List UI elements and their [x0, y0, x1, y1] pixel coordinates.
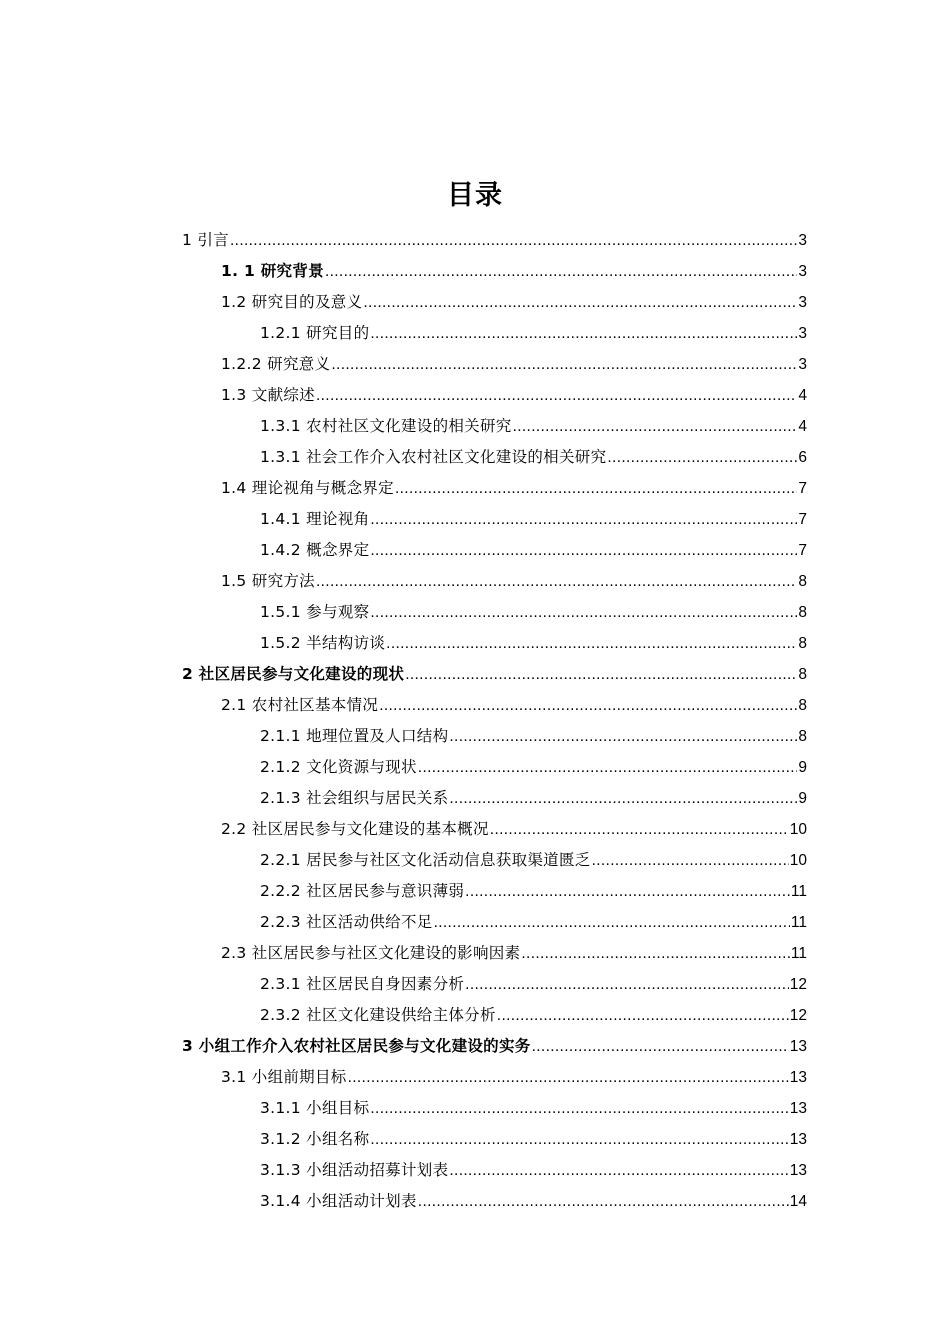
toc-page-number: 13 [789, 1100, 807, 1117]
toc-entry-label: 2.2.3 社区活动供给不足 [260, 913, 433, 931]
toc-page-number: 3 [798, 294, 807, 311]
toc-dot-leader [418, 1186, 789, 1217]
toc-entry[interactable] [182, 566, 807, 597]
toc-dot-leader [348, 1062, 789, 1093]
toc-page-number: 4 [798, 418, 807, 435]
toc-dot-leader [370, 1124, 788, 1155]
toc-entry-label: 1.4.1 理论视角 [260, 510, 370, 528]
toc-page-number: 12 [789, 976, 807, 993]
toc-entry[interactable] [182, 1155, 807, 1186]
toc-page-number: 8 [798, 573, 807, 590]
toc-entry[interactable] [182, 721, 807, 752]
toc-page-number: 11 [790, 883, 807, 900]
toc-page-number: 8 [798, 635, 807, 652]
toc-entry[interactable] [182, 969, 807, 1000]
toc-page-number: 14 [789, 1193, 807, 1210]
toc-entry[interactable] [182, 1186, 807, 1217]
toc-entry[interactable] [182, 1031, 807, 1062]
toc-entry[interactable] [182, 814, 807, 845]
toc-page-number: 13 [789, 1131, 807, 1148]
toc-dot-leader [331, 349, 797, 380]
toc-dot-leader [316, 566, 797, 597]
toc-page-number: 8 [798, 728, 807, 745]
toc-entry[interactable] [182, 349, 807, 380]
toc-entry-label: 2.2.2 社区居民参与意识薄弱 [260, 882, 465, 900]
toc-page-number: 7 [798, 480, 807, 497]
toc-page-number: 11 [790, 945, 807, 962]
toc-list [182, 225, 807, 1217]
toc-page-number: 8 [798, 697, 807, 714]
toc-page-number: 3 [798, 356, 807, 373]
toc-page-number: 13 [789, 1038, 807, 1055]
toc-entry-label: 3.1.3 小组活动招募计划表 [260, 1161, 449, 1179]
toc-page-number: 3 [798, 232, 807, 249]
toc-dot-leader [532, 1031, 789, 1062]
toc-page-number: 11 [790, 914, 807, 931]
toc-page-number: 10 [789, 852, 807, 869]
toc-entry[interactable] [182, 380, 807, 411]
toc-entry[interactable] [182, 1093, 807, 1124]
toc-dot-leader [607, 442, 797, 473]
toc-dot-leader [370, 504, 797, 535]
toc-entry[interactable] [182, 907, 807, 938]
toc-dot-leader [434, 907, 790, 938]
toc-entry-label: 1.3.1 农村社区文化建设的相关研究 [260, 417, 512, 435]
toc-dot-leader [325, 256, 797, 287]
toc-dot-leader [449, 721, 797, 752]
toc-entry[interactable] [182, 690, 807, 721]
toc-entry-label: 2.2.1 居民参与社区文化活动信息获取渠道匮乏 [260, 851, 591, 869]
toc-entry-label: 1.2.1 研究目的 [260, 324, 370, 342]
toc-entry-label: 2.3.2 社区文化建设供给主体分析 [260, 1006, 496, 1024]
toc-page-number: 6 [798, 449, 807, 466]
toc-page-number: 12 [789, 1007, 807, 1024]
toc-entry-label: 1.5.1 参与观察 [260, 603, 370, 621]
toc-dot-leader [370, 318, 797, 349]
toc-page-number: 13 [789, 1162, 807, 1179]
toc-entry[interactable] [182, 752, 807, 783]
toc-entry[interactable] [182, 938, 807, 969]
toc-entry-label: 2.1.2 文化资源与现状 [260, 758, 417, 776]
toc-dot-leader [370, 535, 797, 566]
toc-entry-label: 1.4 理论视角与概念界定 [221, 479, 394, 497]
toc-entry-label: 1.3.1 社会工作介入农村社区文化建设的相关研究 [260, 448, 607, 466]
toc-dot-leader [449, 783, 797, 814]
toc-entry[interactable] [182, 876, 807, 907]
toc-dot-leader [386, 628, 797, 659]
toc-entry[interactable] [182, 597, 807, 628]
toc-entry[interactable] [182, 628, 807, 659]
toc-page-number: 10 [789, 821, 807, 838]
toc-entry[interactable] [182, 256, 807, 287]
toc-entry[interactable] [182, 1000, 807, 1031]
toc-entry[interactable] [182, 535, 807, 566]
toc-entry-label: 3.1.4 小组活动计划表 [260, 1192, 417, 1210]
toc-dot-leader [395, 473, 797, 504]
toc-dot-leader [230, 225, 797, 256]
toc-dot-leader [449, 1155, 788, 1186]
toc-entry-label: 2.1.1 地理位置及人口结构 [260, 727, 449, 745]
toc-page-number: 7 [798, 511, 807, 528]
toc-dot-leader [370, 597, 797, 628]
toc-entry[interactable] [182, 504, 807, 535]
toc-entry[interactable] [182, 783, 807, 814]
toc-entry-label: 1.3 文献综述 [221, 386, 315, 404]
toc-dot-leader [592, 845, 789, 876]
toc-page-number: 9 [798, 759, 807, 776]
toc-entry[interactable] [182, 473, 807, 504]
toc-dot-leader [370, 1093, 788, 1124]
toc-dot-leader [418, 752, 798, 783]
toc-title: 目录 [447, 180, 503, 211]
toc-entry-label: 2.1.3 社会组织与居民关系 [260, 789, 449, 807]
toc-entry[interactable] [182, 287, 807, 318]
toc-entry-label: 1 引言 [182, 231, 229, 249]
toc-page-number: 8 [798, 666, 807, 683]
toc-entry-label: 2.1 农村社区基本情况 [221, 696, 379, 714]
toc-entry-label: 2.3.1 社区居民自身因素分析 [260, 975, 465, 993]
toc-entry-label: 1.2.2 研究意义 [221, 355, 331, 373]
toc-dot-leader [490, 814, 789, 845]
toc-entry-label: 3.1.2 小组名称 [260, 1130, 370, 1148]
toc-entry[interactable] [182, 659, 807, 690]
toc-page-number: 13 [789, 1069, 807, 1086]
toc-entry[interactable] [182, 225, 807, 256]
toc-dot-leader [513, 411, 798, 442]
toc-entry-label: 1.2 研究目的及意义 [221, 293, 363, 311]
toc-entry-label: 3 小组工作介入农村社区居民参与文化建设的实务 [182, 1037, 531, 1055]
toc-entry-label: 1.5.2 半结构访谈 [260, 634, 386, 652]
toc-page-number: 7 [798, 542, 807, 559]
toc-page-number: 8 [798, 604, 807, 621]
toc-entry-label: 1.5 研究方法 [221, 572, 315, 590]
toc-page-number: 9 [798, 790, 807, 807]
toc-entry[interactable] [182, 1124, 807, 1155]
toc-entry[interactable] [182, 411, 807, 442]
toc-page-number: 4 [798, 387, 807, 404]
toc-entry[interactable] [182, 318, 807, 349]
toc-entry-label: 2.2 社区居民参与文化建设的基本概况 [221, 820, 489, 838]
toc-dot-leader [465, 969, 789, 1000]
toc-entry-label: 3.1 小组前期目标 [221, 1068, 347, 1086]
toc-page-number: 3 [798, 263, 807, 280]
toc-dot-leader [521, 938, 790, 969]
toc-dot-leader [379, 690, 797, 721]
toc-dot-leader [405, 659, 797, 690]
toc-dot-leader [497, 1000, 789, 1031]
toc-dot-leader [316, 380, 797, 411]
toc-entry[interactable] [182, 442, 807, 473]
toc-entry-label: 3.1.1 小组目标 [260, 1099, 370, 1117]
toc-entry-label: 2 社区居民参与文化建设的现状 [182, 665, 405, 683]
toc-page-number: 3 [798, 325, 807, 342]
toc-dot-leader [363, 287, 797, 318]
toc-dot-leader [465, 876, 790, 907]
toc-entry-label: 1. 1 研究背景 [221, 262, 324, 280]
toc-entry-label: 1.4.2 概念界定 [260, 541, 370, 559]
toc-entry[interactable] [182, 1062, 807, 1093]
toc-entry-label: 2.3 社区居民参与社区文化建设的影响因素 [221, 944, 521, 962]
toc-entry[interactable] [182, 845, 807, 876]
